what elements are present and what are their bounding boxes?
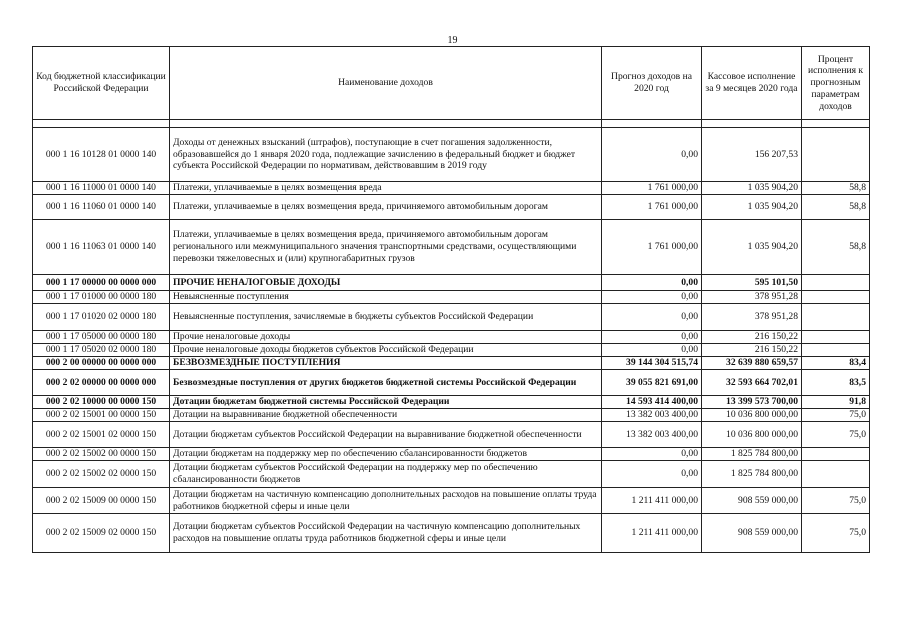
- row-percent: [802, 448, 870, 461]
- header-name: Наименование доходов: [170, 47, 602, 120]
- row-name: Доходы от денежных взысканий (штрафов), поступающие в счет погашения задолженности, образовавшейся до 1 января 2020 года, подлежащие зачислению в федеральный бюджет и бюджет субъекта Российской Федерации по нормативам, действовавшим в 2019 году: [170, 128, 602, 182]
- row-code: 000 1 17 05000 00 0000 180: [33, 331, 170, 344]
- row-name: Платежи, уплачиваемые в целях возмещения вреда, причиняемого автомобильным дорогам: [170, 195, 602, 220]
- row-forecast: 0,00: [602, 275, 702, 291]
- row-code: 000 1 17 05020 02 0000 180: [33, 344, 170, 357]
- row-name: Прочие неналоговые доходы: [170, 331, 602, 344]
- row-name: Невыясненные поступления: [170, 291, 602, 304]
- row-forecast: 0,00: [602, 304, 702, 331]
- row-cash-execution: 10 036 800 000,00: [702, 409, 802, 422]
- row-code: 000 2 02 15002 00 0000 150: [33, 448, 170, 461]
- table-row: [33, 195, 870, 220]
- row-percent: [802, 128, 870, 182]
- row-percent: [802, 275, 870, 291]
- table-header-row: [33, 47, 870, 120]
- table-row: [33, 514, 870, 553]
- row-cash-execution: 32 593 664 702,01: [702, 370, 802, 396]
- row-name: Безвозмездные поступления от других бюджетов бюджетной системы Российской Федерации: [170, 370, 602, 396]
- table-row: [33, 396, 870, 409]
- table-row: [33, 220, 870, 275]
- table-row: [33, 331, 870, 344]
- table-row: [33, 422, 870, 448]
- table-row: [33, 488, 870, 514]
- row-cash-execution: 216 150,22: [702, 331, 802, 344]
- row-cash-execution: 32 639 880 659,57: [702, 357, 802, 370]
- row-cash-execution: 10 036 800 000,00: [702, 422, 802, 448]
- table-body: [33, 128, 870, 553]
- row-forecast: 0,00: [602, 344, 702, 357]
- row-forecast: 1 761 000,00: [602, 195, 702, 220]
- table-row: [33, 409, 870, 422]
- row-forecast: 1 211 411 000,00: [602, 488, 702, 514]
- row-percent: 58,8: [802, 182, 870, 195]
- row-code: 000 1 16 11000 01 0000 140: [33, 182, 170, 195]
- row-percent: 75,0: [802, 409, 870, 422]
- header-spacer-row: [33, 120, 870, 128]
- row-forecast: 13 382 003 400,00: [602, 409, 702, 422]
- table-row: [33, 344, 870, 357]
- row-cash-execution: 1 035 904,20: [702, 195, 802, 220]
- row-code: 000 1 17 01000 00 0000 180: [33, 291, 170, 304]
- row-cash-execution: 13 399 573 700,00: [702, 396, 802, 409]
- row-cash-execution: 1 035 904,20: [702, 220, 802, 275]
- budget-revenue-table: [32, 46, 870, 553]
- row-forecast: 0,00: [602, 331, 702, 344]
- table-row: [33, 370, 870, 396]
- row-forecast: 14 593 414 400,00: [602, 396, 702, 409]
- row-code: 000 2 02 15001 00 0000 150: [33, 409, 170, 422]
- row-percent: [802, 291, 870, 304]
- row-name: Платежи, уплачиваемые в целях возмещения вреда: [170, 182, 602, 195]
- table-row: [33, 182, 870, 195]
- row-name: Платежи, уплачиваемые в целях возмещения вреда, причиняемого автомобильным дорогам регионального или межмуниципального значения транспортными средствами, осуществляющими перевозки тяжеловесных и (или) крупногабаритных грузов: [170, 220, 602, 275]
- row-code: 000 2 02 15009 02 0000 150: [33, 514, 170, 553]
- row-name: Дотации бюджетам субъектов Российской Федерации на поддержку мер по обеспечению сбалансированности бюджетов: [170, 461, 602, 488]
- table-row: [33, 357, 870, 370]
- row-percent: [802, 344, 870, 357]
- row-name: Дотации бюджетам субъектов Российской Федерации на частичную компенсацию дополнительных расходов на повышение оплаты труда работников бюджетной сферы и иные цели: [170, 514, 602, 553]
- table-row: [33, 304, 870, 331]
- row-name: Прочие неналоговые доходы бюджетов субъектов Российской Федерации: [170, 344, 602, 357]
- row-name: Невыясненные поступления, зачисляемые в бюджеты субъектов Российской Федерации: [170, 304, 602, 331]
- row-percent: 83,4: [802, 357, 870, 370]
- table-row: [33, 461, 870, 488]
- row-code: 000 2 02 15009 00 0000 150: [33, 488, 170, 514]
- row-percent: 58,8: [802, 195, 870, 220]
- row-forecast: 39 055 821 691,00: [602, 370, 702, 396]
- table-row: [33, 448, 870, 461]
- row-forecast: 0,00: [602, 461, 702, 488]
- row-cash-execution: 216 150,22: [702, 344, 802, 357]
- row-cash-execution: 1 035 904,20: [702, 182, 802, 195]
- row-forecast: 39 144 304 515,74: [602, 357, 702, 370]
- row-percent: [802, 331, 870, 344]
- row-forecast: 0,00: [602, 448, 702, 461]
- row-code: 000 1 17 01020 02 0000 180: [33, 304, 170, 331]
- table-row: [33, 275, 870, 291]
- row-forecast: 0,00: [602, 128, 702, 182]
- row-code: 000 2 02 15002 02 0000 150: [33, 461, 170, 488]
- row-name: Дотации бюджетам бюджетной системы Российской Федерации: [170, 396, 602, 409]
- table-row: [33, 128, 870, 182]
- row-percent: [802, 304, 870, 331]
- row-code: 000 2 02 00000 00 0000 000: [33, 370, 170, 396]
- row-name: Дотации бюджетам на частичную компенсацию дополнительных расходов на повышение оплаты труда работников бюджетной сферы и иные цели: [170, 488, 602, 514]
- header-forecast: Прогноз доходов на 2020 год: [602, 47, 702, 120]
- table-row: [33, 291, 870, 304]
- page-number: 19: [447, 35, 458, 46]
- row-percent: [802, 461, 870, 488]
- row-code: 000 1 16 10128 01 0000 140: [33, 128, 170, 182]
- row-cash-execution: 595 101,50: [702, 275, 802, 291]
- header-cash-execution: Кассовое исполнение за 9 месяцев 2020 года: [702, 47, 802, 120]
- row-percent: 58,8: [802, 220, 870, 275]
- row-forecast: 13 382 003 400,00: [602, 422, 702, 448]
- row-name: Дотации бюджетам на поддержку мер по обеспечению сбалансированности бюджетов: [170, 448, 602, 461]
- row-percent: 75,0: [802, 422, 870, 448]
- row-percent: 83,5: [802, 370, 870, 396]
- row-name: БЕЗВОЗМЕЗДНЫЕ ПОСТУПЛЕНИЯ: [170, 357, 602, 370]
- row-code: 000 1 16 11060 01 0000 140: [33, 195, 170, 220]
- header-code: Код бюджетной классификации Российской Федерации: [33, 47, 170, 120]
- row-code: 000 2 00 00000 00 0000 000: [33, 357, 170, 370]
- row-cash-execution: 378 951,28: [702, 291, 802, 304]
- row-code: 000 1 16 11063 01 0000 140: [33, 220, 170, 275]
- row-percent: 91,8: [802, 396, 870, 409]
- row-code: 000 1 17 00000 00 0000 000: [33, 275, 170, 291]
- row-cash-execution: 378 951,28: [702, 304, 802, 331]
- row-cash-execution: 908 559 000,00: [702, 514, 802, 553]
- row-cash-execution: 908 559 000,00: [702, 488, 802, 514]
- header-percent: Процент исполнения к прогнозным параметрам доходов: [802, 47, 870, 120]
- row-forecast: 1 211 411 000,00: [602, 514, 702, 553]
- row-forecast: 1 761 000,00: [602, 182, 702, 195]
- row-percent: 75,0: [802, 514, 870, 553]
- row-cash-execution: 1 825 784 800,00: [702, 448, 802, 461]
- row-forecast: 1 761 000,00: [602, 220, 702, 275]
- row-name: Дотации бюджетам субъектов Российской Федерации на выравнивание бюджетной обеспеченности: [170, 422, 602, 448]
- row-name: ПРОЧИЕ НЕНАЛОГОВЫЕ ДОХОДЫ: [170, 275, 602, 291]
- row-code: 000 2 02 15001 02 0000 150: [33, 422, 170, 448]
- row-name: Дотации на выравнивание бюджетной обеспеченности: [170, 409, 602, 422]
- row-cash-execution: 1 825 784 800,00: [702, 461, 802, 488]
- row-code: 000 2 02 10000 00 0000 150: [33, 396, 170, 409]
- row-cash-execution: 156 207,53: [702, 128, 802, 182]
- row-forecast: 0,00: [602, 291, 702, 304]
- row-percent: 75,0: [802, 488, 870, 514]
